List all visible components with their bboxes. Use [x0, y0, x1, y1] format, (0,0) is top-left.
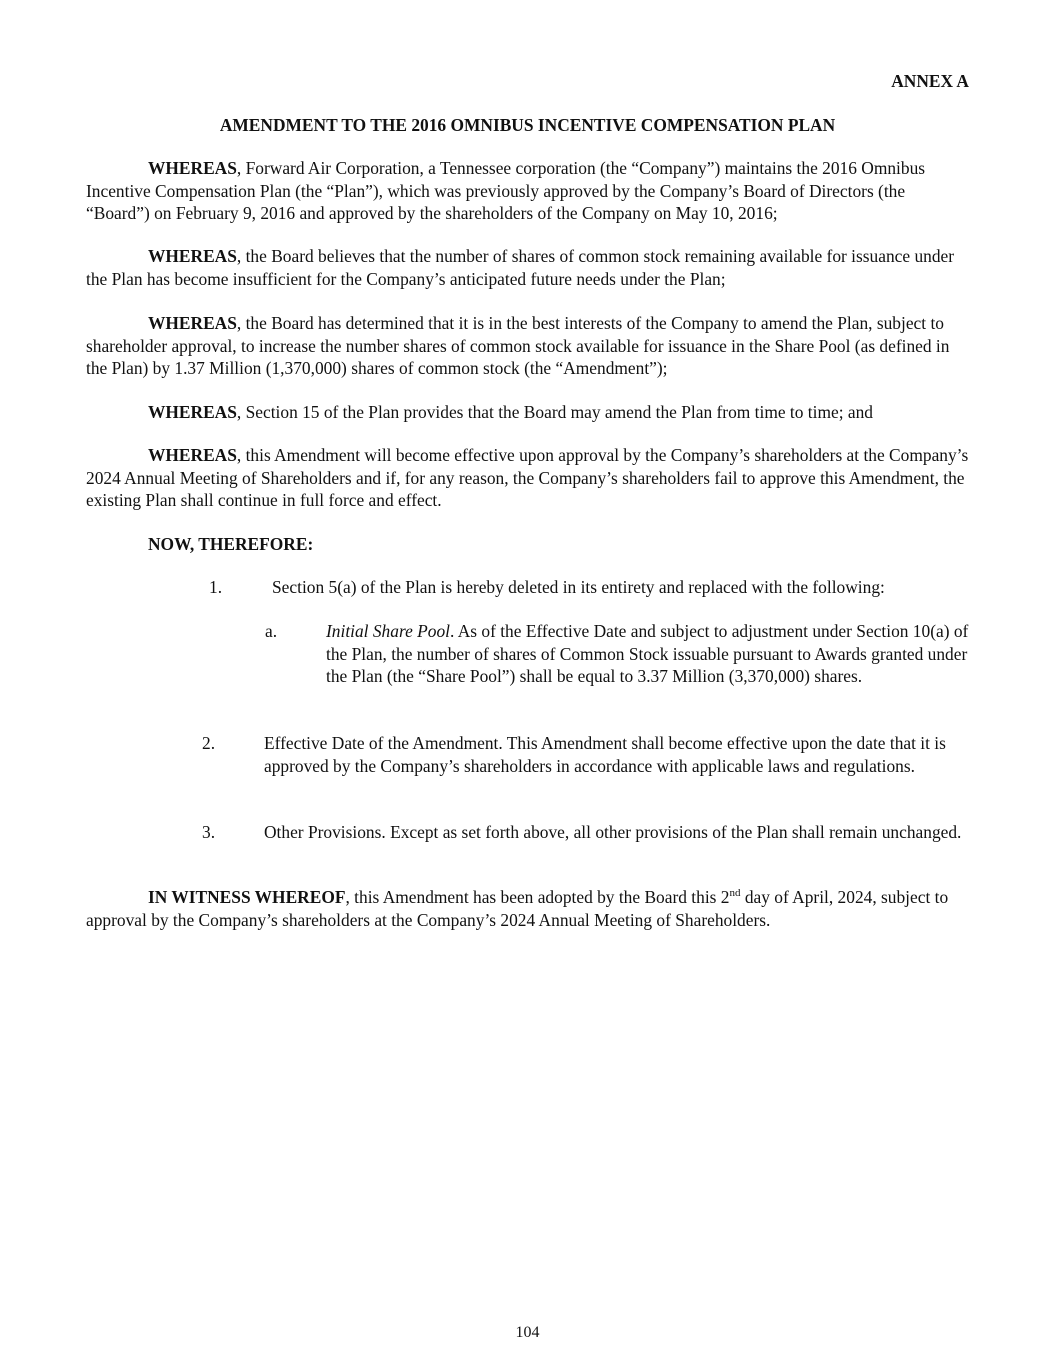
item-number: 3. [202, 822, 216, 842]
subitem-letter: a. [265, 621, 278, 641]
witness-paragraph [86, 886, 971, 931]
now-therefore-paragraph [86, 533, 971, 556]
witness-lead: IN WITNESS WHEREOF [148, 887, 346, 907]
subitem-body: . As of the Effective Date and subject to adjustment under Section 10(a) of the Plan, the number of shares of Common Stock issuable pursuant to Awards granted under the Plan (the “Share Pool”) shall be equal to 3.37 Million (3,370,000) shares. [326, 621, 969, 687]
item-number: 1. [209, 577, 223, 597]
whereas-lead: WHEREAS [148, 445, 237, 465]
document-title: AMENDMENT TO THE 2016 OMNIBUS INCENTIVE COMPENSATION PLAN [219, 115, 836, 135]
whereas-text: , Forward Air Corporation, a Tennessee corporation (the “Company”) maintains the 2016 Omnibus Incentive Compensation Plan (the “Plan”), which was previously approved by the Company’s Board of Directors (the “Board”) on February 9, 2016 and approved by the shareholders of the Company on May 10, 2016; [86, 158, 926, 224]
whereas-lead: WHEREAS [148, 246, 237, 266]
whereas-text: , this Amendment will become effective upon approval by the Company’s shareholders at the Company’s 2024 Annual Meeting of Shareholders and if, for any reason, the Company’s shareholders fail to approve this Amendment, the existing Plan shall continue in full force and effect. [86, 445, 969, 511]
whereas-paragraph-4 [86, 401, 971, 424]
item-2-text: Effective Date of the Amendment. This Amendment shall become effective upon the date that it is approved by the Company’s shareholders in accordance with applicable laws and regulations. [264, 733, 946, 776]
item-3-text: Other Provisions. Except as set forth above, all other provisions of the Plan shall remain unchanged. [264, 822, 962, 842]
whereas-paragraph-5 [86, 444, 971, 512]
whereas-paragraph-2 [86, 245, 971, 290]
witness-text: , this Amendment has been adopted by the Board this 2 [345, 887, 730, 907]
whereas-lead: WHEREAS [148, 313, 237, 333]
page-number: 104 [515, 1324, 540, 1341]
subitem-a-text [326, 620, 971, 688]
annex-label: ANNEX A [891, 71, 969, 91]
item-number: 2. [202, 733, 216, 753]
whereas-text: , the Board has determined that it is in the best interests of the Company to amend the Plan, subject to shareholder approval, to increase the number shares of common stock available for issuance in the Share Pool (as defined in the Plan) by 1.37 Million (1,370,000) shares of common stock (the “Amendment”); [86, 313, 950, 379]
whereas-paragraph-3 [86, 312, 971, 380]
ordinal-suffix: nd [729, 887, 741, 899]
whereas-text: , Section 15 of the Plan provides that the Board may amend the Plan from time to time; and [236, 402, 873, 422]
whereas-lead: WHEREAS [148, 402, 237, 422]
whereas-paragraph-1 [86, 157, 971, 225]
item-1-text: Section 5(a) of the Plan is hereby deleted in its entirety and replaced with the following: [272, 577, 885, 597]
witness-text-continued: day of April, 2024, subject to approval by the Company’s shareholders at the Company’s 2024 Annual Meeting of Shareholders. [86, 887, 949, 930]
whereas-lead: WHEREAS [148, 158, 237, 178]
whereas-text: , the Board believes that the number of shares of common stock remaining available for issuance under the Plan has become insufficient for the Company’s anticipated future needs under the Plan; [86, 246, 955, 289]
now-therefore-heading: NOW, THEREFORE: [148, 534, 314, 554]
subitem-heading: Initial Share Pool [326, 621, 450, 641]
